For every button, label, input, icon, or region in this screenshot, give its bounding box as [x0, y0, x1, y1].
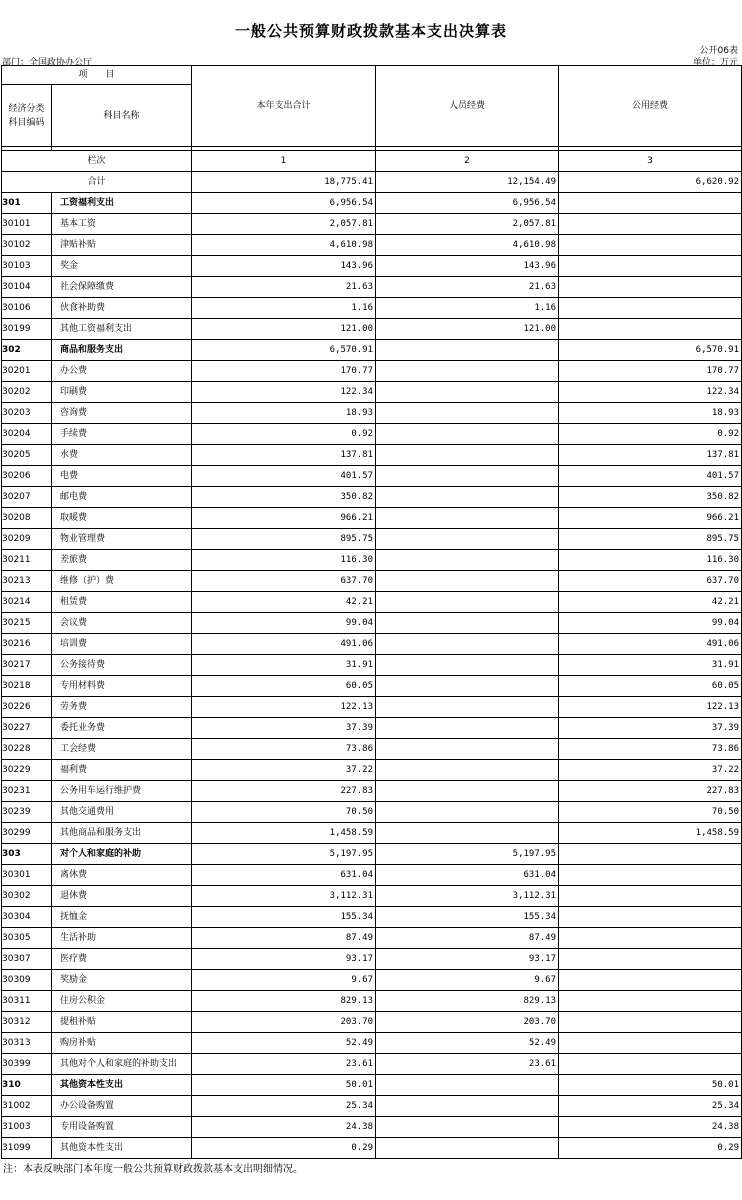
row-personnel: [376, 466, 559, 487]
row-total: 9.67: [192, 970, 376, 991]
row-code: 30313: [2, 1033, 52, 1054]
row-code: 30103: [2, 256, 52, 277]
row-personnel: [376, 529, 559, 550]
row-personnel: 3,112.31: [376, 886, 559, 907]
row-code: 30218: [2, 676, 52, 697]
row-public: [559, 298, 742, 319]
table-row: [2, 298, 742, 319]
row-total: 24.38: [192, 1117, 376, 1138]
row-total: 631.04: [192, 865, 376, 886]
row-personnel: [376, 382, 559, 403]
row-total: 137.81: [192, 445, 376, 466]
row-personnel: 6,956.54: [376, 193, 559, 214]
row-public: [559, 970, 742, 991]
row-total: 143.96: [192, 256, 376, 277]
row-name: 伙食补助费: [52, 298, 192, 319]
table-row: [2, 592, 742, 613]
unit-label: 单位：万元: [692, 58, 738, 68]
table-row: [2, 466, 742, 487]
table-row: [2, 718, 742, 739]
row-personnel: [376, 718, 559, 739]
row-total: 829.13: [192, 991, 376, 1012]
row-name: 抚恤金: [52, 907, 192, 928]
table-row: [2, 487, 742, 508]
totals-public: 6,620.92: [559, 172, 742, 193]
row-total: 4,610.98: [192, 235, 376, 256]
table-row: [2, 1012, 742, 1033]
row-code: 30309: [2, 970, 52, 991]
col2-index: 2: [376, 151, 559, 172]
row-code: 30311: [2, 991, 52, 1012]
row-personnel: [376, 571, 559, 592]
row-name: 退休费: [52, 886, 192, 907]
row-code: 310: [2, 1075, 52, 1096]
row-personnel: [376, 487, 559, 508]
table-row: [2, 823, 742, 844]
row-public: 401.57: [559, 466, 742, 487]
row-name: 离休费: [52, 865, 192, 886]
row-public: 24.38: [559, 1117, 742, 1138]
row-code: 30399: [2, 1054, 52, 1075]
row-public: 895.75: [559, 529, 742, 550]
row-personnel: [376, 508, 559, 529]
row-public: [559, 949, 742, 970]
row-total: 23.61: [192, 1054, 376, 1075]
row-name: 津贴补贴: [52, 235, 192, 256]
row-name: 咨询费: [52, 403, 192, 424]
row-name: 物业管理费: [52, 529, 192, 550]
row-total: 122.34: [192, 382, 376, 403]
row-code: 30102: [2, 235, 52, 256]
table-row: [2, 1054, 742, 1075]
row-name: 专用设备购置: [52, 1117, 192, 1138]
row-total: 93.17: [192, 949, 376, 970]
row-public: 0.92: [559, 424, 742, 445]
table-row: [2, 991, 742, 1012]
table-row: [2, 277, 742, 298]
row-name: 提租补贴: [52, 1012, 192, 1033]
row-public: 25.34: [559, 1096, 742, 1117]
row-public: 50.01: [559, 1075, 742, 1096]
row-public: [559, 214, 742, 235]
row-public: 637.70: [559, 571, 742, 592]
row-code: 30204: [2, 424, 52, 445]
form-id: 公开06表: [699, 46, 738, 56]
row-personnel: 121.00: [376, 319, 559, 340]
row-code: 30205: [2, 445, 52, 466]
row-personnel: [376, 340, 559, 361]
row-total: 122.13: [192, 697, 376, 718]
row-personnel: 52.49: [376, 1033, 559, 1054]
col3-index: 3: [559, 151, 742, 172]
row-total: 18.93: [192, 403, 376, 424]
row-name: 会议费: [52, 613, 192, 634]
row-name: 商品和服务支出: [52, 340, 192, 361]
row-code: 30214: [2, 592, 52, 613]
expenditure-table: [1, 65, 742, 1159]
table-row: [2, 235, 742, 256]
table-row: [2, 844, 742, 865]
row-total: 637.70: [192, 571, 376, 592]
row-name: 生活补助: [52, 928, 192, 949]
row-code: 30304: [2, 907, 52, 928]
row-total: 0.29: [192, 1138, 376, 1159]
row-personnel: [376, 592, 559, 613]
row-name: 邮电费: [52, 487, 192, 508]
col1-index: 1: [192, 151, 376, 172]
row-code: 30104: [2, 277, 52, 298]
table-row: [2, 256, 742, 277]
row-public: 122.34: [559, 382, 742, 403]
row-personnel: [376, 1138, 559, 1159]
row-total: 52.49: [192, 1033, 376, 1054]
row-name: 医疗费: [52, 949, 192, 970]
row-code: 30231: [2, 781, 52, 802]
row-name: 印刷费: [52, 382, 192, 403]
row-name: 购房补贴: [52, 1033, 192, 1054]
row-name: 其他商品和服务支出: [52, 823, 192, 844]
table-row: [2, 550, 742, 571]
row-total: 31.91: [192, 655, 376, 676]
row-name: 其他资本性支出: [52, 1075, 192, 1096]
row-total: 5,197.95: [192, 844, 376, 865]
row-name: 社会保障缴费: [52, 277, 192, 298]
row-public: [559, 844, 742, 865]
row-personnel: [376, 823, 559, 844]
row-code: 30301: [2, 865, 52, 886]
row-personnel: [376, 739, 559, 760]
table-row: [2, 403, 742, 424]
row-code: 30227: [2, 718, 52, 739]
table-row: [2, 445, 742, 466]
table-row: [2, 361, 742, 382]
row-total: 37.22: [192, 760, 376, 781]
table-row: [2, 760, 742, 781]
table-row: [2, 802, 742, 823]
row-name: 其他对个人和家庭的补助支出: [52, 1054, 192, 1075]
row-public: [559, 928, 742, 949]
row-name: 奖金: [52, 256, 192, 277]
row-personnel: 4,610.98: [376, 235, 559, 256]
table-row: [2, 634, 742, 655]
row-code: 30226: [2, 697, 52, 718]
row-name: 取暖费: [52, 508, 192, 529]
row-code: 30101: [2, 214, 52, 235]
row-code: 30202: [2, 382, 52, 403]
row-name: 电费: [52, 466, 192, 487]
row-code: 30215: [2, 613, 52, 634]
row-name: 手续费: [52, 424, 192, 445]
row-personnel: 1.16: [376, 298, 559, 319]
table-row: [2, 613, 742, 634]
table-row: [2, 382, 742, 403]
row-code: 30213: [2, 571, 52, 592]
row-public: [559, 277, 742, 298]
row-total: 155.34: [192, 907, 376, 928]
row-total: 70.50: [192, 802, 376, 823]
row-personnel: [376, 781, 559, 802]
row-personnel: 93.17: [376, 949, 559, 970]
row-total: 42.21: [192, 592, 376, 613]
table-row: [2, 214, 742, 235]
table-row: [2, 928, 742, 949]
row-personnel: [376, 1075, 559, 1096]
row-personnel: 143.96: [376, 256, 559, 277]
row-code: 30305: [2, 928, 52, 949]
row-code: 30201: [2, 361, 52, 382]
row-code: 30208: [2, 508, 52, 529]
row-public: [559, 256, 742, 277]
row-name: 维修（护）费: [52, 571, 192, 592]
row-personnel: 87.49: [376, 928, 559, 949]
table-row: [2, 529, 742, 550]
row-total: 50.01: [192, 1075, 376, 1096]
row-name: 基本工资: [52, 214, 192, 235]
row-code: 30206: [2, 466, 52, 487]
row-total: 170.77: [192, 361, 376, 382]
row-total: 6,956.54: [192, 193, 376, 214]
row-code: 30299: [2, 823, 52, 844]
row-public: 1,458.59: [559, 823, 742, 844]
public-column-header: 公用经费: [559, 66, 742, 147]
row-public: [559, 319, 742, 340]
row-personnel: [376, 655, 559, 676]
row-name: 公务接待费: [52, 655, 192, 676]
row-total: 73.86: [192, 739, 376, 760]
row-name: 租赁费: [52, 592, 192, 613]
item-group-header: 项 目: [2, 66, 192, 85]
row-public: 70.50: [559, 802, 742, 823]
row-name: 其他交通费用: [52, 802, 192, 823]
row-public: [559, 235, 742, 256]
row-personnel: [376, 445, 559, 466]
row-code: 30217: [2, 655, 52, 676]
row-personnel: 155.34: [376, 907, 559, 928]
row-personnel: 829.13: [376, 991, 559, 1012]
table-row: [2, 886, 742, 907]
table-row: [2, 424, 742, 445]
row-personnel: [376, 1117, 559, 1138]
row-name: 工资福利支出: [52, 193, 192, 214]
row-name: 其他工资福利支出: [52, 319, 192, 340]
row-public: 6,570.91: [559, 340, 742, 361]
row-name: 对个人和家庭的补助: [52, 844, 192, 865]
row-public: 122.13: [559, 697, 742, 718]
row-public: [559, 907, 742, 928]
row-total: 99.04: [192, 613, 376, 634]
row-code: 30203: [2, 403, 52, 424]
row-code: 30229: [2, 760, 52, 781]
row-code: 303: [2, 844, 52, 865]
row-code: 30209: [2, 529, 52, 550]
row-personnel: [376, 403, 559, 424]
row-total: 0.92: [192, 424, 376, 445]
row-public: 37.22: [559, 760, 742, 781]
row-code: 30106: [2, 298, 52, 319]
row-name: 福利费: [52, 760, 192, 781]
row-public: 99.04: [559, 613, 742, 634]
row-name: 劳务费: [52, 697, 192, 718]
row-code: 30207: [2, 487, 52, 508]
row-public: 31.91: [559, 655, 742, 676]
row-name: 工会经费: [52, 739, 192, 760]
personnel-column-header: 人员经费: [376, 66, 559, 147]
table-row: [2, 1138, 742, 1159]
row-code: 30199: [2, 319, 52, 340]
row-name: 差旅费: [52, 550, 192, 571]
totals-personnel: 12,154.49: [376, 172, 559, 193]
table-row: [2, 739, 742, 760]
row-personnel: [376, 697, 559, 718]
row-total: 1.16: [192, 298, 376, 319]
row-public: [559, 886, 742, 907]
row-total: 203.70: [192, 1012, 376, 1033]
row-total: 491.06: [192, 634, 376, 655]
row-public: 42.21: [559, 592, 742, 613]
row-total: 116.30: [192, 550, 376, 571]
table-row: [2, 655, 742, 676]
row-code: 30216: [2, 634, 52, 655]
row-personnel: [376, 424, 559, 445]
row-personnel: 5,197.95: [376, 844, 559, 865]
table-row: [2, 571, 742, 592]
row-total: 1,458.59: [192, 823, 376, 844]
row-code: 30239: [2, 802, 52, 823]
row-code: 30211: [2, 550, 52, 571]
row-public: 137.81: [559, 445, 742, 466]
row-public: [559, 1054, 742, 1075]
row-total: 2,057.81: [192, 214, 376, 235]
row-personnel: [376, 1096, 559, 1117]
row-code: 30307: [2, 949, 52, 970]
table-row: [2, 1096, 742, 1117]
row-public: 37.39: [559, 718, 742, 739]
row-personnel: [376, 760, 559, 781]
row-name: 专用材料费: [52, 676, 192, 697]
row-public: 18.93: [559, 403, 742, 424]
row-name: 培训费: [52, 634, 192, 655]
row-code: 30228: [2, 739, 52, 760]
row-total: 60.05: [192, 676, 376, 697]
row-public: 60.05: [559, 676, 742, 697]
row-total: 87.49: [192, 928, 376, 949]
row-total: 966.21: [192, 508, 376, 529]
row-code: 31003: [2, 1117, 52, 1138]
row-name: 住房公积金: [52, 991, 192, 1012]
row-total: 25.34: [192, 1096, 376, 1117]
totals-total: 18,775.41: [192, 172, 376, 193]
row-public: 73.86: [559, 739, 742, 760]
table-row: [2, 697, 742, 718]
row-personnel: [376, 676, 559, 697]
row-total: 895.75: [192, 529, 376, 550]
row-personnel: 631.04: [376, 865, 559, 886]
row-personnel: [376, 802, 559, 823]
table-row: [2, 907, 742, 928]
table-row: [2, 970, 742, 991]
row-public: 966.21: [559, 508, 742, 529]
row-index-label: 栏次: [2, 151, 192, 172]
totals-row: [2, 172, 742, 193]
row-personnel: 23.61: [376, 1054, 559, 1075]
subject-name-header: 科目名称: [52, 85, 192, 147]
row-public: [559, 865, 742, 886]
row-public: 116.30: [559, 550, 742, 571]
row-total: 401.57: [192, 466, 376, 487]
table-row: [2, 319, 742, 340]
table-row: [2, 508, 742, 529]
row-public: [559, 193, 742, 214]
row-public: 0.29: [559, 1138, 742, 1159]
row-personnel: 21.63: [376, 277, 559, 298]
row-total: 37.39: [192, 718, 376, 739]
row-total: 121.00: [192, 319, 376, 340]
row-public: 350.82: [559, 487, 742, 508]
row-code: 30312: [2, 1012, 52, 1033]
table-row: [2, 676, 742, 697]
row-public: 227.83: [559, 781, 742, 802]
row-total: 6,570.91: [192, 340, 376, 361]
table-row: [2, 340, 742, 361]
row-personnel: 9.67: [376, 970, 559, 991]
econ-code-header: 经济分类 科目编码: [2, 85, 52, 147]
totals-label: 合计: [2, 172, 192, 193]
row-public: 170.77: [559, 361, 742, 382]
row-public: 491.06: [559, 634, 742, 655]
footnote: 注：本表反映部门本年度一般公共预算财政拨款基本支出明细情况。: [3, 1164, 303, 1175]
row-total: 350.82: [192, 487, 376, 508]
row-name: 其他资本性支出: [52, 1138, 192, 1159]
row-code: 31002: [2, 1096, 52, 1117]
table-row: [2, 193, 742, 214]
page-title: 一般公共预算财政拨款基本支出决算表: [234, 22, 507, 40]
row-name: 办公费: [52, 361, 192, 382]
row-code: 30302: [2, 886, 52, 907]
row-personnel: [376, 634, 559, 655]
table-row: [2, 781, 742, 802]
row-public: [559, 1033, 742, 1054]
table-row: [2, 1117, 742, 1138]
total-column-header: 本年支出合计: [192, 66, 376, 147]
row-name: 奖励金: [52, 970, 192, 991]
row-personnel: [376, 361, 559, 382]
row-code: 301: [2, 193, 52, 214]
row-name: 办公设备购置: [52, 1096, 192, 1117]
row-name: 公务用车运行维护费: [52, 781, 192, 802]
row-public: [559, 991, 742, 1012]
row-personnel: [376, 550, 559, 571]
row-name: 委托业务费: [52, 718, 192, 739]
department-label: 部门：全国政协办公厅: [2, 58, 93, 68]
row-personnel: 2,057.81: [376, 214, 559, 235]
table-row: [2, 865, 742, 886]
row-name: 水费: [52, 445, 192, 466]
row-code: 302: [2, 340, 52, 361]
row-total: 227.83: [192, 781, 376, 802]
row-personnel: 203.70: [376, 1012, 559, 1033]
row-code: 31099: [2, 1138, 52, 1159]
row-total: 21.63: [192, 277, 376, 298]
row-total: 3,112.31: [192, 886, 376, 907]
table-row: [2, 949, 742, 970]
row-public: [559, 1012, 742, 1033]
table-row: [2, 1033, 742, 1054]
table-row: [2, 1075, 742, 1096]
row-personnel: [376, 613, 559, 634]
